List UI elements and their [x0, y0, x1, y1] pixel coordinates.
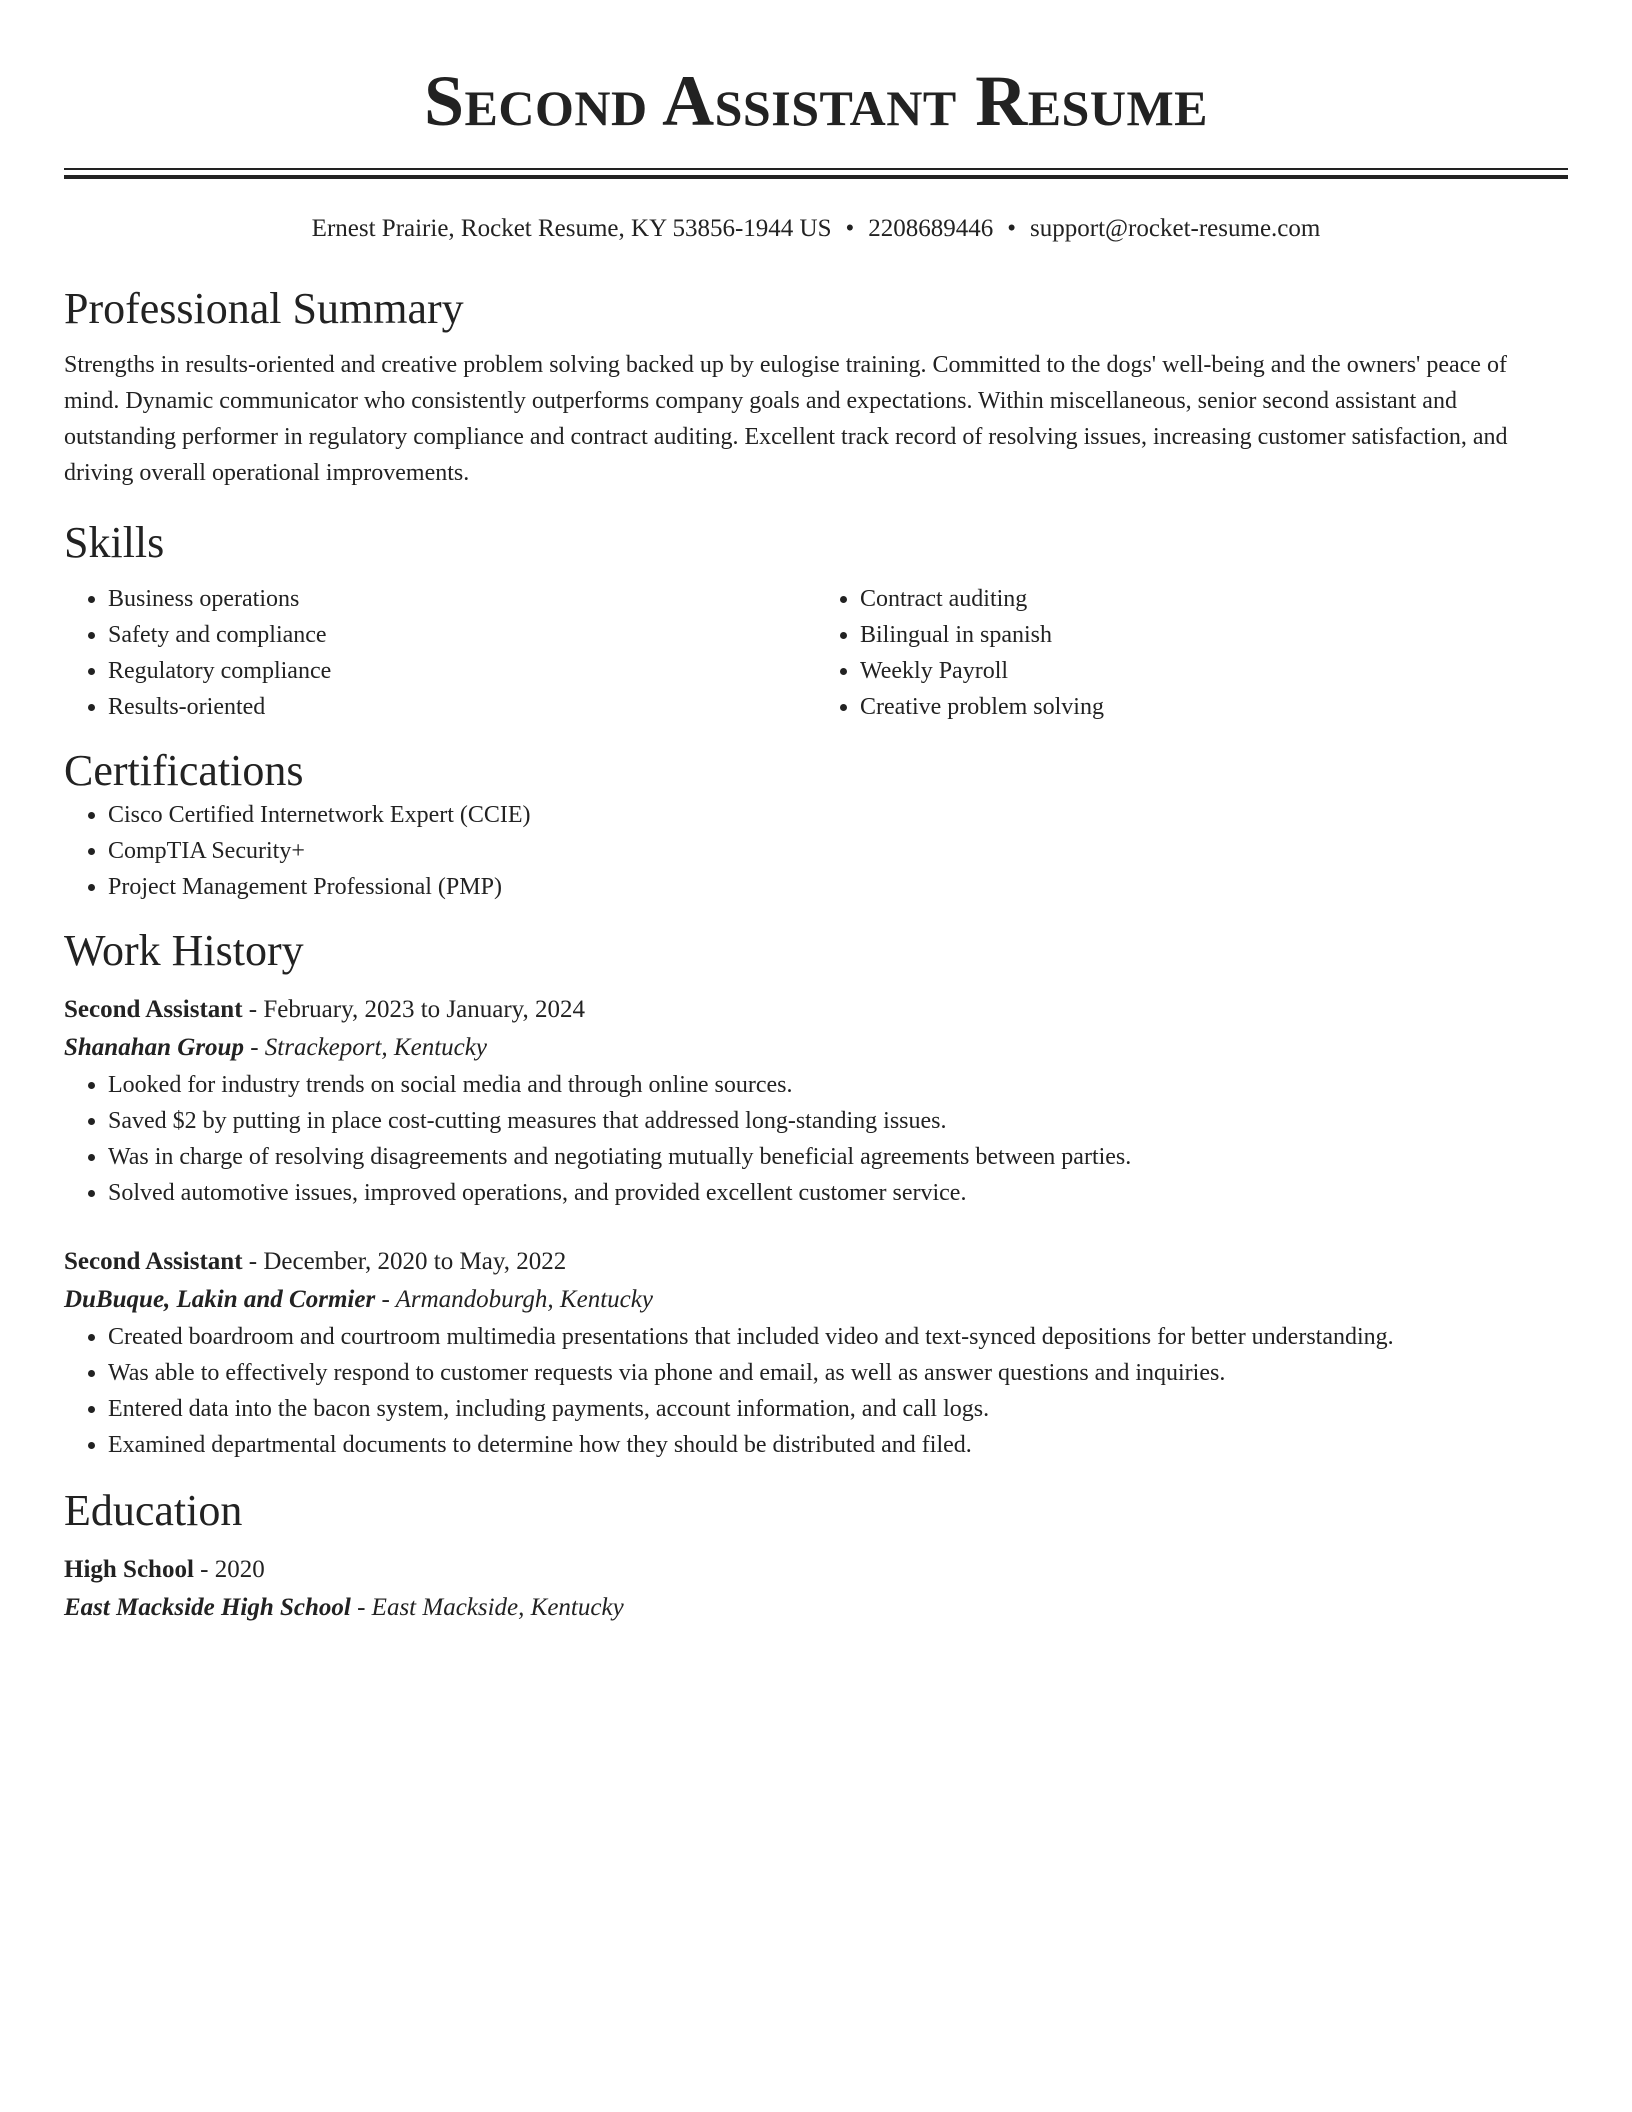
job-bullet: • Was able to effectively respond to customer requests via phone and email, as well as answer questions and inquiries. — [108, 1355, 1568, 1391]
job-company: DuBuque, Lakin and Cormier — [64, 1286, 376, 1313]
skill-item: • Bilingual in spanish — [860, 617, 1568, 653]
job-title: Second Assistant — [64, 996, 243, 1023]
education-year: 2020 — [214, 1556, 265, 1583]
divider-thick-line — [64, 175, 1568, 179]
certifications-heading: Certifications — [64, 746, 304, 795]
job-company-line: DuBuque, Lakin and Cormier - Armandoburgh, Kentucky — [64, 1286, 653, 1313]
skill-item: • Regulatory compliance — [108, 653, 816, 689]
job-bullet: • Examined departmental documents to determine how they should be distributed and filed. — [108, 1427, 1568, 1463]
summary-text: Strengths in results-oriented and creative problem solving backed up by eulogise training. Committed to the dogs' well-being and the owners' peace of mind. Dynamic communicator who consistently outperforms company goals and expectations. Within miscellaneous, senior second assistant and outstanding performer in regulatory compliance and contract auditing. Excellent track record of resolving issues, increasing customer satisfaction, and driving overall operational improvements. — [64, 352, 1508, 486]
contact-email: support@rocket-resume.com — [1030, 215, 1321, 242]
job-bullet: • Entered data into the bacon system, including payments, account information, and call logs. — [108, 1391, 1568, 1427]
skill-item: • Safety and compliance — [108, 617, 816, 653]
contact-line — [64, 213, 1568, 245]
job-title-line: Second Assistant - December, 2020 to May, 2022 — [64, 1248, 567, 1275]
education-location: East Mackside, Kentucky — [371, 1594, 624, 1621]
education-degree: High School — [64, 1556, 194, 1583]
skill-item: • Contract auditing — [860, 581, 1568, 617]
contact-phone: 2208689446 — [868, 215, 994, 242]
job-bullet: • Created boardroom and courtroom multimedia presentations that included video and text-synced depositions for better understanding. — [108, 1319, 1568, 1355]
skills-column-right — [816, 581, 1568, 725]
summary-heading: Professional Summary — [64, 284, 464, 333]
skills-grid — [64, 581, 1568, 725]
contact-separator: • — [845, 215, 855, 242]
title-divider — [64, 168, 1568, 179]
work-history-heading: Work History — [64, 926, 304, 975]
skill-item: • Business operations — [108, 581, 816, 617]
job-company-line: Shanahan Group - Strackeport, Kentucky — [64, 1034, 487, 1061]
job-location: Armandoburgh, Kentucky — [395, 1286, 653, 1313]
job-bullet: • Saved $2 by putting in place cost-cutting measures that addressed long-standing issues. — [108, 1103, 1568, 1139]
certification-item: • Project Management Professional (PMP) — [108, 869, 1568, 905]
skill-item: • Creative problem solving — [860, 689, 1568, 725]
job-company: Shanahan Group — [64, 1034, 244, 1061]
job-dates: February, 2023 to January, 2024 — [263, 996, 586, 1023]
education-school: East Mackside High School — [64, 1594, 351, 1621]
contact-separator: • — [1007, 215, 1017, 242]
job-entry — [64, 991, 1568, 1211]
skills-column-left — [64, 581, 816, 725]
education-heading: Education — [64, 1486, 243, 1535]
contact-address: Ernest Prairie, Rocket Resume, KY 53856-1944 US — [311, 215, 832, 242]
job-title: Second Assistant — [64, 1248, 243, 1275]
certification-item: • Cisco Certified Internetwork Expert (CCIE) — [108, 797, 1568, 833]
certification-item: • CompTIA Security+ — [108, 833, 1568, 869]
job-bullet: • Solved automotive issues, improved operations, and provided excellent customer service. — [108, 1175, 1568, 1211]
job-title-line: Second Assistant - February, 2023 to January, 2024 — [64, 996, 586, 1023]
job-bullet: • Looked for industry trends on social media and through online sources. — [108, 1067, 1568, 1103]
education-degree-line: High School - 2020 — [64, 1556, 265, 1583]
education-school-line: East Mackside High School - East Mackside, Kentucky — [64, 1594, 624, 1621]
job-dates: December, 2020 to May, 2022 — [263, 1248, 567, 1275]
job-location: Strackeport, Kentucky — [264, 1034, 487, 1061]
certifications-list — [64, 797, 1568, 905]
job-bullets — [64, 1067, 1568, 1211]
job-bullets — [64, 1319, 1568, 1463]
job-entry — [64, 1243, 1568, 1463]
skills-heading: Skills — [64, 518, 165, 567]
skill-item: • Weekly Payroll — [860, 653, 1568, 689]
resume-title: Second Assistant Resume — [423, 61, 1209, 141]
skill-item: • Results-oriented — [108, 689, 816, 725]
job-bullet: • Was in charge of resolving disagreements and negotiating mutually beneficial agreements between parties. — [108, 1139, 1568, 1175]
